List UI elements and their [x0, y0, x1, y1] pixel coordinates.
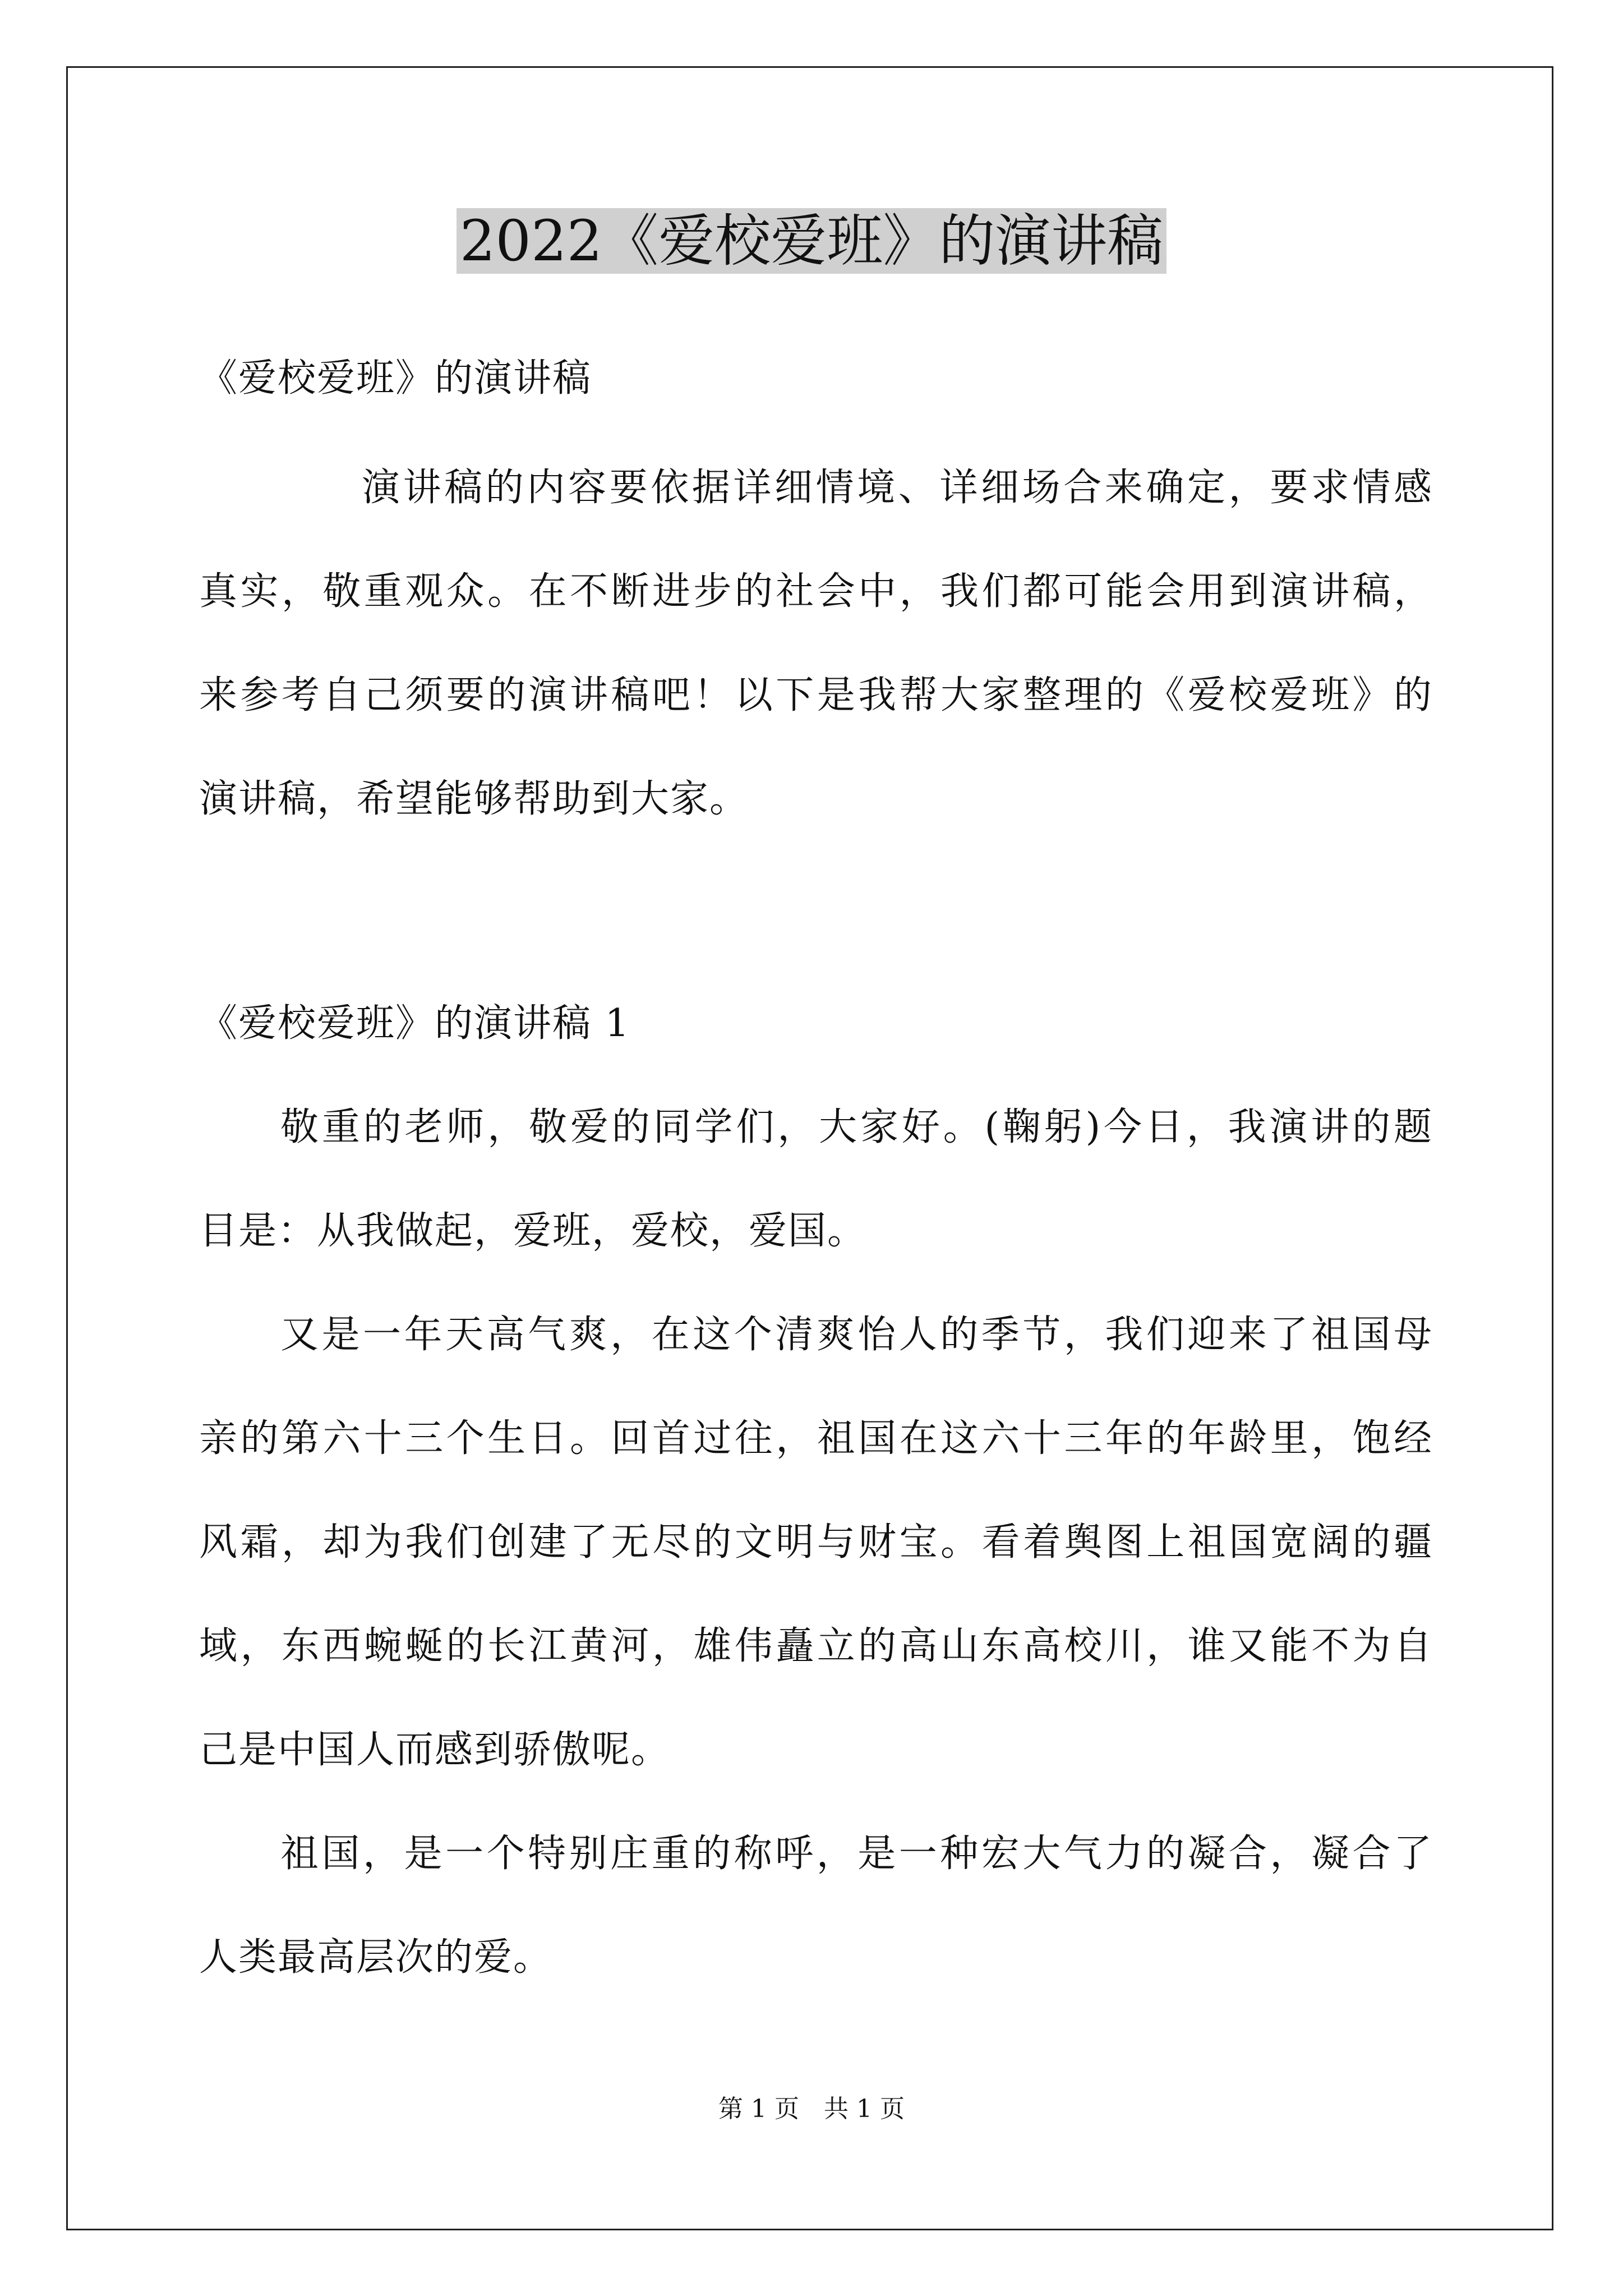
document-title	[0, 205, 1623, 278]
subtitle: 《爱校爱班》的演讲稿	[199, 356, 592, 401]
body-line-8: 祖国，是一个特别庄重的称呼，是一种宏大气力的凝合，凝合了	[280, 1832, 1433, 1876]
body-line-1: 敬重的老师，敬爱的同学们，大家好。(鞠躬)今日，我演讲的题	[280, 1105, 1433, 1149]
body-line-6: 域，东西蜿蜒的长江黄河，雄伟矗立的高山东高校川，谁又能不为自	[199, 1624, 1433, 1668]
body-line-9: 人类最高层次的爱。	[199, 1935, 553, 1980]
body-line-4: 亲的第六十三个生日。回首过往，祖国在这六十三年的年龄里，饱经	[199, 1416, 1433, 1461]
intro-line-1: 演讲稿的内容要依据详细情境、详细场合来确定，要求情感	[362, 466, 1433, 510]
body-line-7: 己是中国人而感到骄傲呢。	[199, 1728, 671, 1772]
body-line-3: 又是一年天高气爽，在这个清爽怡人的季节，我们迎来了祖国母	[280, 1313, 1433, 1357]
intro-line-2: 真实，敬重观众。在不断进步的社会中，我们都可能会用到演讲稿，	[199, 569, 1433, 614]
intro-line-3: 来参考自己须要的演讲稿吧！以下是我帮大家整理的《爱校爱班》的	[199, 673, 1433, 717]
intro-line-4: 演讲稿，希望能够帮助到大家。	[199, 777, 749, 821]
document-title-text: 2022《爱校爱班》的演讲稿	[457, 208, 1167, 274]
body-line-5: 风霜，却为我们创建了无尽的文明与财宝。看着舆图上祖国宽阔的疆	[199, 1520, 1433, 1565]
body-line-2: 目是：从我做起，爱班，爱校，爱国。	[199, 1209, 867, 1253]
page-footer: 第 1 页 共 1 页	[718, 2095, 905, 2123]
section-heading: 《爱校爱班》的演讲稿 1	[199, 1001, 630, 1046]
